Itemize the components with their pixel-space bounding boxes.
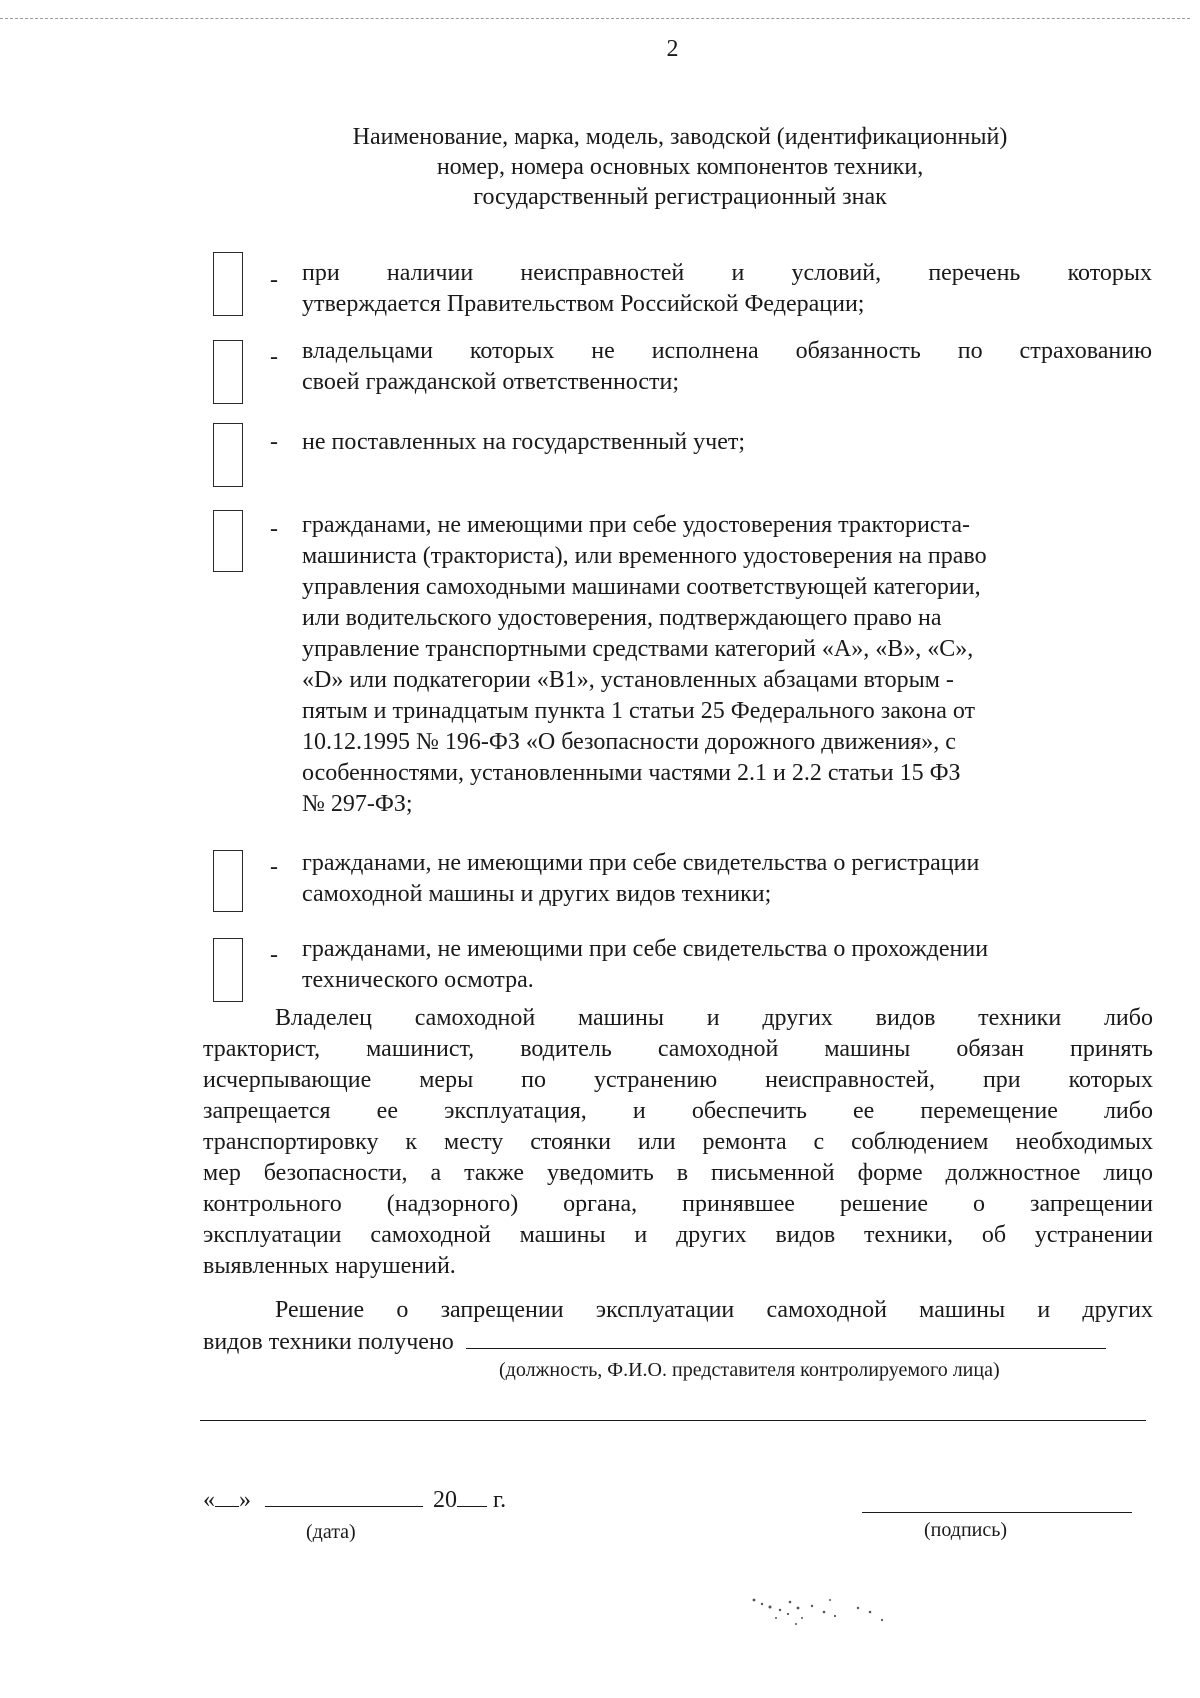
item-text (302, 427, 1152, 458)
signature-caption: (подпись) (924, 1519, 1008, 1541)
signature-field[interactable] (862, 1512, 1132, 1513)
month-field[interactable] (265, 1484, 423, 1507)
item-line: владельцами которых не исполнена обязанность по страхованию (302, 338, 1152, 364)
checkbox-license[interactable] (213, 510, 243, 572)
decision-received-paragraph (203, 1295, 1153, 1358)
item-text (302, 510, 1152, 820)
paragraph-line: транспортировку к месту стоянки или ремонта с соблюдением необходимых (203, 1129, 1153, 1155)
item-line: управление транспортными средствами категорий «A», «B», «C», (302, 636, 974, 662)
owner-obligation-paragraph (203, 1003, 1153, 1282)
paragraph-line: мер безопасности, а также уведомить в письменной форме должностное лицо (203, 1160, 1153, 1186)
item-line: управления самоходными машинами соответствующей категории, (302, 574, 981, 600)
paragraph-line: выявленных нарушений. (203, 1253, 456, 1279)
date-open-quote: « (203, 1487, 215, 1513)
item-line: своей гражданской ответственности; (302, 369, 680, 395)
decision-received-label: видов техники получено (203, 1329, 454, 1355)
date-caption: (дата) (306, 1521, 356, 1543)
checkbox-malfunctions[interactable] (213, 252, 243, 316)
paragraph-line: исчерпывающие меры по устранению неисправностей, при которых (203, 1067, 1153, 1093)
date-row (203, 1484, 506, 1515)
item-text (302, 934, 1152, 996)
day-field[interactable] (215, 1486, 239, 1507)
year-prefix: 20 (433, 1487, 457, 1513)
item-line: особенностями, установленными частями 2.1 и 2.2 статьи 15 ФЗ (302, 760, 961, 786)
year-suffix: г. (493, 1487, 507, 1513)
checkbox-inspection[interactable] (213, 938, 243, 1002)
page-number: 2 (666, 36, 679, 62)
heading-line: государственный регистрационный знак (473, 184, 887, 210)
list-dash: - (270, 942, 278, 968)
list-dash: - (270, 344, 278, 370)
item-line: или водительского удостоверения, подтверждающего право на (302, 605, 942, 631)
item-line: при наличии неисправностей и условий, перечень которых (302, 260, 1152, 286)
representative-extra-line[interactable] (200, 1420, 1146, 1421)
paragraph-line: контрольного (надзорного) органа, принявшее решение о запрещении (203, 1191, 1153, 1217)
representative-caption: (должность, Ф.И.О. представителя контролируемого лица) (499, 1359, 1000, 1381)
year-field[interactable] (457, 1486, 487, 1507)
paragraph-line: Решение о запрещении эксплуатации самоходной машины и других (275, 1297, 1153, 1323)
item-line: утверждается Правительством Российской Федерации; (302, 291, 865, 317)
item-line: не поставленных на государственный учет; (302, 429, 746, 455)
item-text (302, 848, 1152, 910)
date-close-quote: » (239, 1487, 251, 1513)
item-text (302, 258, 1152, 320)
checkbox-certificate[interactable] (213, 850, 243, 912)
list-dash: - (270, 267, 278, 293)
representative-name-field[interactable] (466, 1326, 1106, 1349)
heading-line: Наименование, марка, модель, заводской (идентификационный) (352, 124, 1008, 150)
item-line: «D» или подкатегории «B1», установленных абзацами вторым - (302, 667, 954, 693)
heading-line: номер, номера основных компонентов техники, (436, 154, 924, 180)
paragraph-line: эксплуатации самоходной машины и других видов техники, об устранении (203, 1222, 1153, 1248)
list-dash: - (270, 429, 278, 455)
item-line: гражданами, не имеющими при себе удостоверения тракториста- (302, 512, 970, 538)
top-scan-edge (0, 18, 1190, 19)
item-line: машиниста (тракториста), или временного удостоверения на право (302, 543, 987, 569)
paragraph-line: Владелец самоходной машины и других видов техники либо (275, 1005, 1153, 1031)
scan-specks (740, 1590, 940, 1650)
decision-received-line (203, 1326, 1153, 1358)
document-heading (200, 122, 1160, 212)
list-dash: - (270, 854, 278, 880)
item-line: гражданами, не имеющими при себе свидетельства о регистрации (302, 850, 980, 876)
item-line: технического осмотра. (302, 967, 534, 993)
item-line: № 297-ФЗ; (302, 791, 413, 817)
item-line: 10.12.1995 № 196-ФЗ «О безопасности дорожного движения», с (302, 729, 956, 755)
paragraph-line: запрещается ее эксплуатация, и обеспечить ее перемещение либо (203, 1098, 1153, 1124)
checkbox-insurance[interactable] (213, 340, 243, 404)
checkbox-registration[interactable] (213, 423, 243, 487)
item-line: пятым и тринадцатым пункта 1 статьи 25 Федерального закона от (302, 698, 976, 724)
item-line: гражданами, не имеющими при себе свидетельства о прохождении (302, 936, 989, 962)
item-text (302, 336, 1152, 398)
item-line: самоходной машины и других видов техники; (302, 881, 772, 907)
list-dash: - (270, 516, 278, 542)
paragraph-line: тракторист, машинист, водитель самоходной машины обязан принять (203, 1036, 1153, 1062)
